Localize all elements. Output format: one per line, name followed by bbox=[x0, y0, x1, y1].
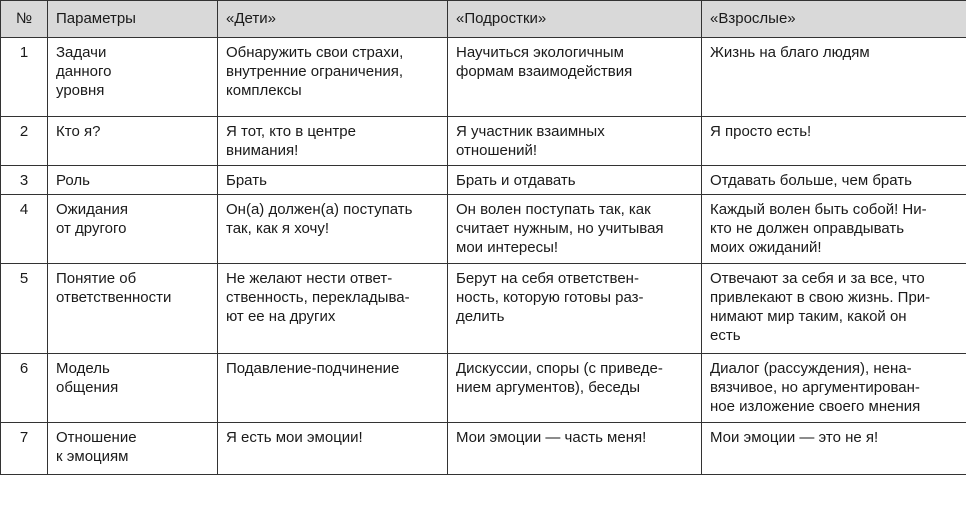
cell-adults: Диалог (рассуждения), нена- вязчивое, но аргументирован- ное изложение своего мнения bbox=[702, 354, 966, 423]
row-number: 2 bbox=[1, 117, 48, 166]
cell-adults: Каждый волен быть собой! Ни- кто не должен оправдывать моих ожиданий! bbox=[702, 195, 966, 264]
header-children: «Дети» bbox=[218, 1, 448, 38]
row-number: 4 bbox=[1, 195, 48, 264]
row-number: 6 bbox=[1, 354, 48, 423]
row-number: 7 bbox=[1, 423, 48, 475]
row-number: 1 bbox=[1, 38, 48, 117]
row-parameter: Роль bbox=[48, 166, 218, 195]
cell-children: Я есть мои эмоции! bbox=[218, 423, 448, 475]
table-row bbox=[1, 166, 966, 195]
header-teens: «Подростки» bbox=[448, 1, 702, 38]
cell-teens: Брать и отдавать bbox=[448, 166, 702, 195]
cell-teens: Научиться экологичным формам взаимодействия bbox=[448, 38, 702, 117]
cell-adults: Мои эмоции — это не я! bbox=[702, 423, 966, 475]
cell-adults: Я просто есть! bbox=[702, 117, 966, 166]
table-row bbox=[1, 423, 966, 475]
row-parameter: Задачи данного уровня bbox=[48, 38, 218, 117]
cell-adults: Отдавать больше, чем брать bbox=[702, 166, 966, 195]
header-row bbox=[1, 1, 966, 38]
row-parameter: Ожидания от другого bbox=[48, 195, 218, 264]
row-parameter: Кто я? bbox=[48, 117, 218, 166]
cell-children: Я тот, кто в центре внимания! bbox=[218, 117, 448, 166]
cell-adults: Жизнь на благо людям bbox=[702, 38, 966, 117]
cell-teens: Дискуссии, споры (с приведе- нием аргументов), беседы bbox=[448, 354, 702, 423]
cell-children: Подавление-подчинение bbox=[218, 354, 448, 423]
table-row bbox=[1, 38, 966, 117]
row-number: 3 bbox=[1, 166, 48, 195]
row-parameter: Модель общения bbox=[48, 354, 218, 423]
cell-children: Не желают нести ответ- ственность, перекладыва- ют ее на других bbox=[218, 264, 448, 354]
row-parameter: Понятие об ответственности bbox=[48, 264, 218, 354]
table-row bbox=[1, 195, 966, 264]
cell-teens: Он волен поступать так, как считает нужным, но учитывая мои интересы! bbox=[448, 195, 702, 264]
table-row bbox=[1, 354, 966, 423]
cell-teens: Я участник взаимных отношений! bbox=[448, 117, 702, 166]
row-number: 5 bbox=[1, 264, 48, 354]
header-number: № bbox=[1, 1, 48, 38]
row-parameter: Отношение к эмоциям bbox=[48, 423, 218, 475]
cell-teens: Берут на себя ответствен- ность, которую готовы раз- делить bbox=[448, 264, 702, 354]
cell-children: Обнаружить свои страхи, внутренние ограничения, комплексы bbox=[218, 38, 448, 117]
header-parameters: Параметры bbox=[48, 1, 218, 38]
cell-adults: Отвечают за себя и за все, что привлекают в свою жизнь. При- нимают мир таким, какой он есть bbox=[702, 264, 966, 354]
cell-teens: Мои эмоции — часть меня! bbox=[448, 423, 702, 475]
cell-children: Он(а) должен(а) поступать так, как я хочу! bbox=[218, 195, 448, 264]
header-adults: «Взрослые» bbox=[702, 1, 966, 38]
table-row bbox=[1, 264, 966, 354]
table-row bbox=[1, 117, 966, 166]
cell-children: Брать bbox=[218, 166, 448, 195]
